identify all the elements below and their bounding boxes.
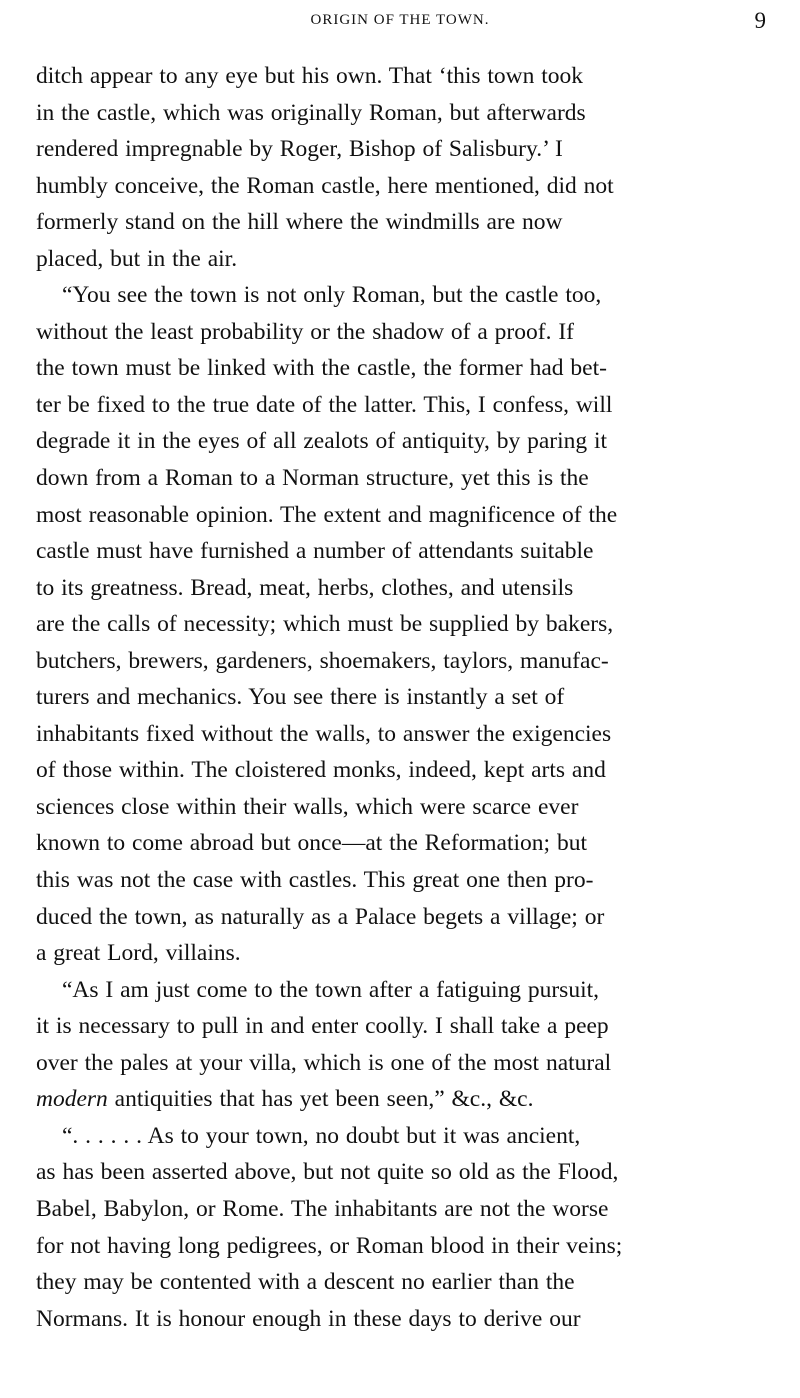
- text-line: [36, 241, 768, 278]
- text-line: [36, 168, 768, 205]
- line-text: most reasonable opinion. The extent and magnificence of the: [36, 501, 618, 528]
- line-text: of those within. The cloistered monks, indeed, kept arts and: [36, 757, 606, 784]
- line-text: placed, but in the air.: [36, 245, 238, 272]
- text-line: [36, 1301, 768, 1338]
- text-line: [36, 862, 768, 899]
- text-line: [36, 58, 768, 95]
- text-line: [36, 1008, 768, 1045]
- text-line: [36, 570, 768, 607]
- line-text: inhabitants fixed without the walls, to answer the exigencies: [36, 720, 612, 747]
- line-text: degrade it in the eyes of all zealots of antiquity, by paring it: [36, 428, 608, 455]
- line-text: turers and mechanics. You see there is instantly a set of: [36, 684, 565, 711]
- line-text: Babel, Babylon, or Rome. The inhabitants are not the worse: [36, 1195, 609, 1222]
- text-line: [36, 387, 768, 424]
- text-line: [36, 606, 768, 643]
- line-text: sciences close within their walls, which were scarce ever: [36, 793, 579, 820]
- line-text: ter be fixed to the true date of the latter. This, I confess, will: [36, 391, 613, 418]
- line-text: ditch appear to any eye but his own. That ‘this town took: [36, 63, 584, 89]
- text-line: [36, 314, 768, 351]
- line-text: are the calls of necessity; which must be supplied by bakers,: [36, 611, 614, 638]
- line-text: castle must have furnished a number of attendants suitable: [36, 538, 594, 565]
- line-text: “You see the town is not only Roman, but the castle too,: [62, 282, 602, 309]
- line-text: Normans. It is honour enough in these days to derive our: [36, 1305, 581, 1332]
- text-line: [36, 533, 768, 570]
- text-line: [36, 1228, 768, 1265]
- text-line: [36, 643, 768, 680]
- text-line: [36, 679, 768, 716]
- text-line: [36, 899, 768, 936]
- line-text: duced the town, as naturally as a Palace begets a village; or: [36, 903, 605, 930]
- page-number: 9: [754, 8, 766, 33]
- text-line: [36, 1191, 768, 1228]
- text-line: [36, 716, 768, 753]
- page-header: [0, 8, 800, 38]
- line-text: a great Lord, villains.: [36, 940, 241, 967]
- page-body: [36, 58, 768, 1337]
- text-line: [36, 1264, 768, 1301]
- text-line: [36, 1045, 768, 1082]
- text-line: [36, 1154, 768, 1191]
- line-text: over the pales at your villa, which is one of the most natural: [36, 1049, 612, 1076]
- text-line: [36, 460, 768, 497]
- line-text: they may be contented with a descent no earlier than the: [36, 1269, 575, 1296]
- text-line: [36, 350, 768, 387]
- line-text: butchers, brewers, gardeners, shoemakers, taylors, manufac-: [36, 647, 609, 674]
- running-title: ORIGIN OF THE TOWN.: [310, 12, 490, 28]
- line-text: known to come abroad but once—at the Reformation; but: [36, 830, 587, 857]
- text-line: [36, 497, 768, 534]
- line-text: to its greatness. Bread, meat, herbs, clothes, and utensils: [36, 574, 574, 601]
- line-text: formerly stand on the hill where the windmills are now: [36, 209, 563, 236]
- text-line: [36, 1118, 768, 1155]
- line-text: humbly conceive, the Roman castle, here mentioned, did not: [36, 172, 614, 199]
- line-text: in the castle, which was originally Roman, but afterwards: [36, 99, 586, 126]
- text-line: [36, 204, 768, 241]
- text-line: [36, 825, 768, 862]
- line-text: this was not the case with castles. This great one then pro-: [36, 867, 594, 894]
- line-text: it is necessary to pull in and enter coolly. I shall take a peep: [36, 1013, 609, 1040]
- text-line: [36, 752, 768, 789]
- text-line: [36, 277, 768, 314]
- line-text: as has been asserted above, but not quite so old as the Flood,: [36, 1159, 619, 1186]
- text-line: [36, 131, 768, 168]
- text-line: [36, 1081, 768, 1118]
- text-line: [36, 423, 768, 460]
- text-line: [36, 95, 768, 132]
- text-line: [36, 972, 768, 1009]
- line-text: down from a Roman to a Norman structure, yet this is the: [36, 465, 589, 492]
- text-line: [36, 935, 768, 972]
- line-text: for not having long pedigrees, or Roman blood in their veins;: [36, 1232, 623, 1259]
- line-text: without the least probability or the shadow of a proof. If: [36, 318, 574, 345]
- text-line: [36, 789, 768, 826]
- line-text: rendered impregnable by Roger, Bishop of Salisbury.’ I: [36, 136, 563, 163]
- italic-word: modern: [36, 1086, 108, 1113]
- line-text: antiquities that has yet been seen,” &c., &c.: [107, 1086, 534, 1113]
- line-text: the town must be linked with the castle, the former had bet-: [36, 355, 607, 382]
- line-text: “As I am just come to the town after a fatiguing pursuit,: [62, 976, 600, 1003]
- line-text: “. . . . . . As to your town, no doubt but it was ancient,: [62, 1122, 581, 1149]
